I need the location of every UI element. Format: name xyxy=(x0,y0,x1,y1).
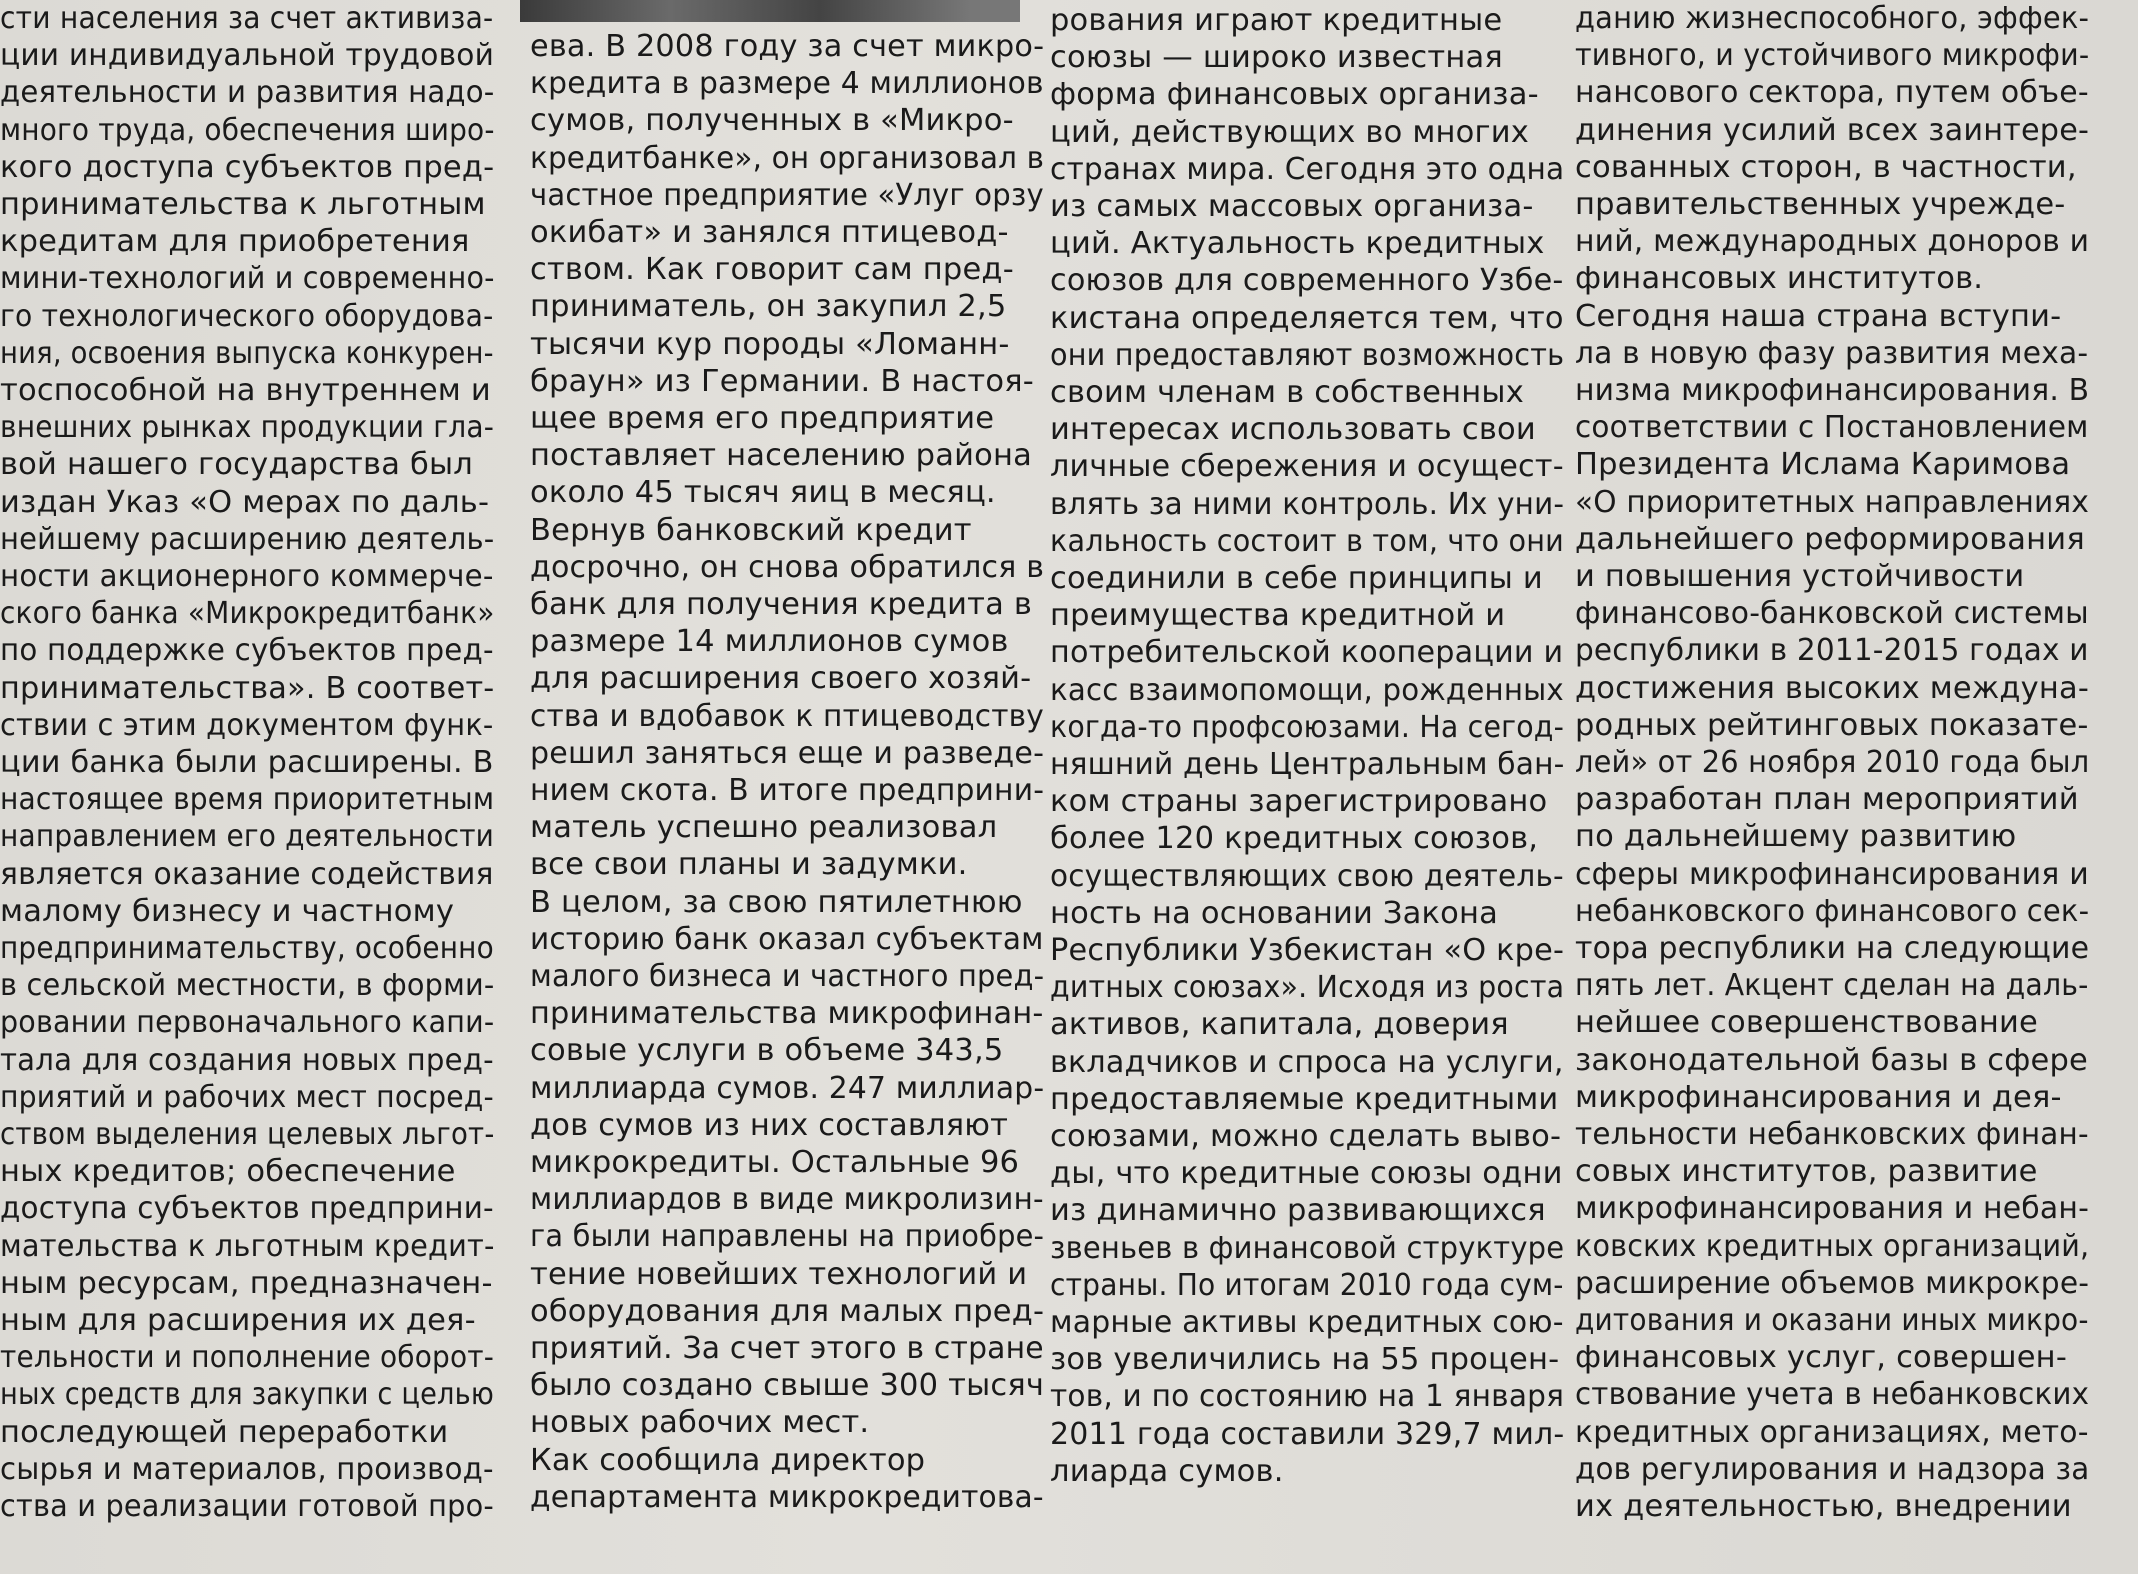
text-line: влять за ними контроль. Их уни- xyxy=(1050,486,1565,522)
text-line: из динамично развивающихся xyxy=(1050,1193,1546,1229)
text-line: Как сообщила директор xyxy=(530,1442,926,1478)
text-line: досрочно, он снова обратился в xyxy=(530,549,1045,585)
text-line: из самых массовых организа- xyxy=(1050,189,1534,224)
text-line: союзы — широко известная xyxy=(1050,40,1503,76)
text-line: касс взаимопомощи, рожденных xyxy=(1050,672,1564,708)
text-line: Республики Узбекистан «О кре- xyxy=(1050,933,1565,968)
text-line: деятельности и развития надо- xyxy=(0,75,495,111)
text-line: кредитных организациях, мето- xyxy=(1575,1414,2089,1450)
text-line: тельности небанковских финан- xyxy=(1575,1117,2089,1152)
text-line: последующей переработки xyxy=(0,1414,449,1450)
text-line: активов, капитала, доверия xyxy=(1050,1007,1509,1043)
text-line: законодательной базы в сфере xyxy=(1575,1042,2088,1078)
text-line: ства и реализации готовой про- xyxy=(0,1489,494,1524)
text-line: и повышения устойчивости xyxy=(1575,559,2025,594)
text-line: в сельской местности, в форми- xyxy=(0,968,495,1004)
text-line: го технологического оборудова- xyxy=(0,298,494,334)
text-line: по дальнейшему развитию xyxy=(1575,819,2017,855)
text-line: сырья и материалов, производ- xyxy=(0,1451,494,1487)
column-2 xyxy=(530,0,1050,1574)
text-line: своим членам в собственных xyxy=(1050,375,1524,410)
text-line: достижения высоких междуна- xyxy=(1575,670,2090,706)
text-line: около 45 тысяч яиц в месяц. xyxy=(530,475,996,511)
text-line: Вернув банковский кредит xyxy=(530,512,972,548)
text-line: Сегодня наша страна вступи- xyxy=(1575,298,2062,334)
text-line: низма микрофинансирования. В xyxy=(1575,373,2090,408)
text-line: когда-то профсоюзами. На сегод- xyxy=(1050,709,1565,745)
text-line: по поддержке субъектов пред- xyxy=(0,633,494,669)
text-line: ского банка «Микрокредитбанк» xyxy=(0,596,495,632)
text-line: интересах использовать свои xyxy=(1050,412,1536,448)
text-line: щее время его предприятие xyxy=(530,401,995,436)
text-line: правительственных учрежде- xyxy=(1575,187,2066,222)
text-line: их деятельностью, внедрении xyxy=(1575,1489,2072,1524)
text-line: форма финансовых организа- xyxy=(1050,77,1539,113)
text-line: тысячи кур породы «Ломанн- xyxy=(530,326,1010,362)
text-line: финансовых институтов. xyxy=(1575,261,1984,297)
text-line: ствование учета в небанковских xyxy=(1575,1377,2090,1413)
text-line: малому бизнесу и частному xyxy=(0,893,455,929)
text-line: ных кредитов; обеспечение xyxy=(0,1154,456,1190)
text-line: пять лет. Акцент сделан на даль- xyxy=(1575,968,2089,1004)
text-line: вой нашего государства был xyxy=(0,447,473,483)
text-line: вкладчиков и спроса на услуги, xyxy=(1050,1044,1564,1080)
text-line: принимательства к льготным xyxy=(0,187,486,222)
text-line: га были направлены на приобре- xyxy=(530,1219,1045,1255)
text-line: микрокредиты. Остальные 96 xyxy=(530,1145,1020,1180)
text-line: ным для расширения их дея- xyxy=(0,1303,476,1338)
text-line: республики в 2011-2015 годах и xyxy=(1575,633,2089,669)
text-line: ева. В 2008 году за счет микро- xyxy=(530,29,1045,64)
text-line: потребительской кооперации и xyxy=(1050,635,1564,671)
text-line: Президента Ислама Каримова xyxy=(1575,447,2071,483)
text-line: браун» из Германии. В настоя- xyxy=(530,363,1034,399)
text-line: преимущества кредитной и xyxy=(1050,598,1506,634)
text-line: приниматель, он закупил 2,5 xyxy=(530,289,1007,325)
text-line: ным ресурсам, предназначен- xyxy=(0,1265,493,1301)
text-line: ством выделения целевых льгот- xyxy=(0,1117,495,1152)
text-line: рования играют кредитные xyxy=(1050,3,1503,38)
text-line: соединили в себе принципы и xyxy=(1050,561,1543,596)
text-line: департамента микрокредитова- xyxy=(530,1479,1044,1515)
text-line: банк для получения кредита в xyxy=(530,587,1033,622)
text-line: финансово-банковской системы xyxy=(1575,596,2089,632)
text-line: новых рабочих мест. xyxy=(530,1405,870,1441)
text-line: доступа субъектов предприни- xyxy=(0,1191,494,1227)
text-line: частное предприятие «Улуг орзу xyxy=(530,177,1044,213)
text-line: сферы микрофинансирования и xyxy=(1575,856,2089,892)
text-line: тора республики на следующие xyxy=(1575,931,2090,966)
text-line: зов увеличились на 55 процен- xyxy=(1050,1342,1560,1378)
text-line: ством. Как говорит сам пред- xyxy=(530,252,1014,288)
text-line: расширение объемов микрокре- xyxy=(1575,1265,2090,1301)
text-line: для расширения своего хозяй- xyxy=(530,661,1032,697)
text-line: нейшее совершенствование xyxy=(1575,1005,2038,1041)
text-line: решил заняться еще и разведе- xyxy=(530,735,1045,771)
text-line: приятий. За счет этого в стране xyxy=(530,1331,1044,1366)
text-line: дитования и оказани иных микро- xyxy=(1575,1303,2089,1338)
text-line: ность на основании Закона xyxy=(1050,895,1499,931)
text-line: издан Указ «О мерах по даль- xyxy=(0,484,490,520)
text-line: тала для создания новых пред- xyxy=(0,1042,494,1078)
text-line: ции банка были расширены. В xyxy=(0,745,494,780)
text-line: настоящее время приоритетным xyxy=(0,782,495,818)
text-line: ний, международных доноров и xyxy=(1575,224,2090,260)
text-line: лей» от 26 ноября 2010 года был xyxy=(1575,745,2090,780)
text-line: нием скота. В итоге предприни- xyxy=(530,773,1045,808)
text-line: кредитбанке», он организовал в xyxy=(530,140,1045,176)
text-line: няшний день Центральным бан- xyxy=(1050,747,1565,782)
text-line: тоспособной на внутреннем и xyxy=(0,373,491,408)
text-line: дов сумов из них составляют xyxy=(530,1107,1009,1143)
text-line: дитных союзах». Исходя из роста xyxy=(1050,970,1565,1006)
text-line: предпринимательству, особенно xyxy=(0,931,494,966)
text-line: лиарда сумов. xyxy=(1050,1453,1284,1489)
text-line: нейшему расширению деятель- xyxy=(0,521,495,557)
column-4 xyxy=(1575,0,2095,1574)
text-line: нансового сектора, путем объе- xyxy=(1575,75,2089,111)
text-line: приятий и рабочих мест посред- xyxy=(0,1079,494,1115)
text-line: дальнейшего реформирования xyxy=(1575,521,2085,557)
text-line: малого бизнеса и частного пред- xyxy=(530,959,1045,994)
text-line: марные активы кредитных сою- xyxy=(1050,1305,1564,1340)
text-line: много труда, обеспечения широ- xyxy=(0,112,495,148)
text-line: мательства к льготным кредит- xyxy=(0,1228,495,1264)
text-line: ком страны зарегистрировано xyxy=(1050,784,1548,820)
text-line: ции индивидуальной трудовой xyxy=(0,38,495,74)
text-line: соответствии с Постановлением xyxy=(1575,410,2089,446)
text-line: поставляет населению района xyxy=(530,438,1032,474)
text-line: ций. Актуальность кредитных xyxy=(1050,226,1545,262)
text-line: ства и вдобавок к птицеводству xyxy=(530,698,1044,734)
text-line: ствии с этим документом функ- xyxy=(0,707,494,743)
text-line: звеньев в финансовой структуре xyxy=(1050,1230,1565,1266)
text-line: тивного, и устойчивого микрофи- xyxy=(1575,38,2090,74)
text-line: миллиардов в виде микролизин- xyxy=(530,1182,1044,1218)
text-line: микрофинансирования и дея- xyxy=(1575,1079,2062,1115)
text-line: матель успешно реализовал xyxy=(530,810,998,846)
text-line: было создано свыше 300 тысяч xyxy=(530,1368,1045,1404)
text-line: разработан план мероприятий xyxy=(1575,782,2079,818)
text-line: тение новейших технологий и xyxy=(530,1256,1028,1292)
text-line: ций, действующих во многих xyxy=(1050,114,1530,150)
text-line: направлением его деятельности xyxy=(0,819,495,855)
text-line: внешних рынках продукции гла- xyxy=(0,410,495,446)
text-line: динения усилий всех заинтере- xyxy=(1575,112,2090,148)
text-line: союзов для современного Узбе- xyxy=(1050,263,1564,299)
text-line: миллиарда сумов. 247 миллиар- xyxy=(530,1070,1045,1106)
text-line: дов регулирования и надзора за xyxy=(1575,1451,2090,1487)
text-line: личные сбережения и осущест- xyxy=(1050,449,1564,485)
text-line: данию жизнеспособного, эффек- xyxy=(1575,1,2090,36)
text-line: все свои планы и задумки. xyxy=(530,847,968,883)
text-line: ды, что кредитные союзы одни xyxy=(1050,1156,1563,1192)
text-line: тов, и по состоянию на 1 января xyxy=(1050,1379,1565,1415)
text-line: небанковского финансового сек- xyxy=(1575,893,2090,929)
text-line: микрофинансирования и небан- xyxy=(1575,1191,2090,1227)
text-line: совых институтов, развитие xyxy=(1575,1154,2038,1190)
text-line: кредита в размере 4 миллионов xyxy=(530,66,1044,102)
text-line: предоставляемые кредитными xyxy=(1050,1081,1559,1117)
column-3 xyxy=(1050,0,1570,1574)
text-line: странах мира. Сегодня это одна xyxy=(1050,151,1565,187)
text-line: В целом, за свою пятилетнюю xyxy=(530,884,1023,920)
text-line: ровании первоначального капи- xyxy=(0,1005,495,1041)
text-line: мини-технологий и современно- xyxy=(0,261,495,297)
text-line: финансовых услуг, совершен- xyxy=(1575,1340,2068,1376)
column-1 xyxy=(0,0,500,1574)
text-line: сованных сторон, в частности, xyxy=(1575,149,2077,185)
text-line: сумов, полученных в «Микро- xyxy=(530,103,1014,139)
text-line: принимательства микрофинан- xyxy=(530,996,1044,1032)
text-line: родных рейтинговых показате- xyxy=(1575,707,2089,743)
text-line: кальность состоит в том, что они xyxy=(1050,523,1564,559)
text-line: историю банк оказал субъектам xyxy=(530,921,1044,957)
text-line: 2011 года составили 329,7 мил- xyxy=(1050,1416,1565,1452)
text-line: принимательства». В соответ- xyxy=(0,670,495,706)
text-line: размере 14 миллионов сумов xyxy=(530,624,1009,660)
text-line: осуществляющих свою деятель- xyxy=(1050,858,1564,894)
text-line: тельности и пополнение оборот- xyxy=(0,1340,495,1376)
text-line: окибат» и занялся птицевод- xyxy=(530,215,1009,250)
text-line: «О приоритетных направлениях xyxy=(1575,484,2090,520)
text-line: ния, освоения выпуска конкурен- xyxy=(0,335,494,371)
text-line: ковских кредитных организаций, xyxy=(1575,1228,2090,1264)
text-line: является оказание содействия xyxy=(0,856,494,892)
text-line: страны. По итогам 2010 года сум- xyxy=(1050,1267,1564,1303)
text-line: кого доступа субъектов пред- xyxy=(0,149,495,185)
text-line: они предоставляют возможность xyxy=(1050,337,1565,373)
text-line: ности акционерного коммерче- xyxy=(0,559,494,594)
text-line: союзами, можно сделать выво- xyxy=(1050,1119,1562,1154)
text-line: кистана определяется тем, что xyxy=(1050,300,1564,336)
text-line: ных средств для закупки с целью xyxy=(0,1377,494,1413)
text-line: кредитам для приобретения xyxy=(0,224,470,260)
text-line: оборудования для малых пред- xyxy=(530,1293,1045,1329)
text-line: более 120 кредитных союзов, xyxy=(1050,821,1539,857)
text-line: сти населения за счет активиза- xyxy=(0,1,494,36)
text-line: ла в новую фазу развития меха- xyxy=(1575,335,2089,371)
text-line: совые услуги в объеме 343,5 xyxy=(530,1033,1004,1069)
